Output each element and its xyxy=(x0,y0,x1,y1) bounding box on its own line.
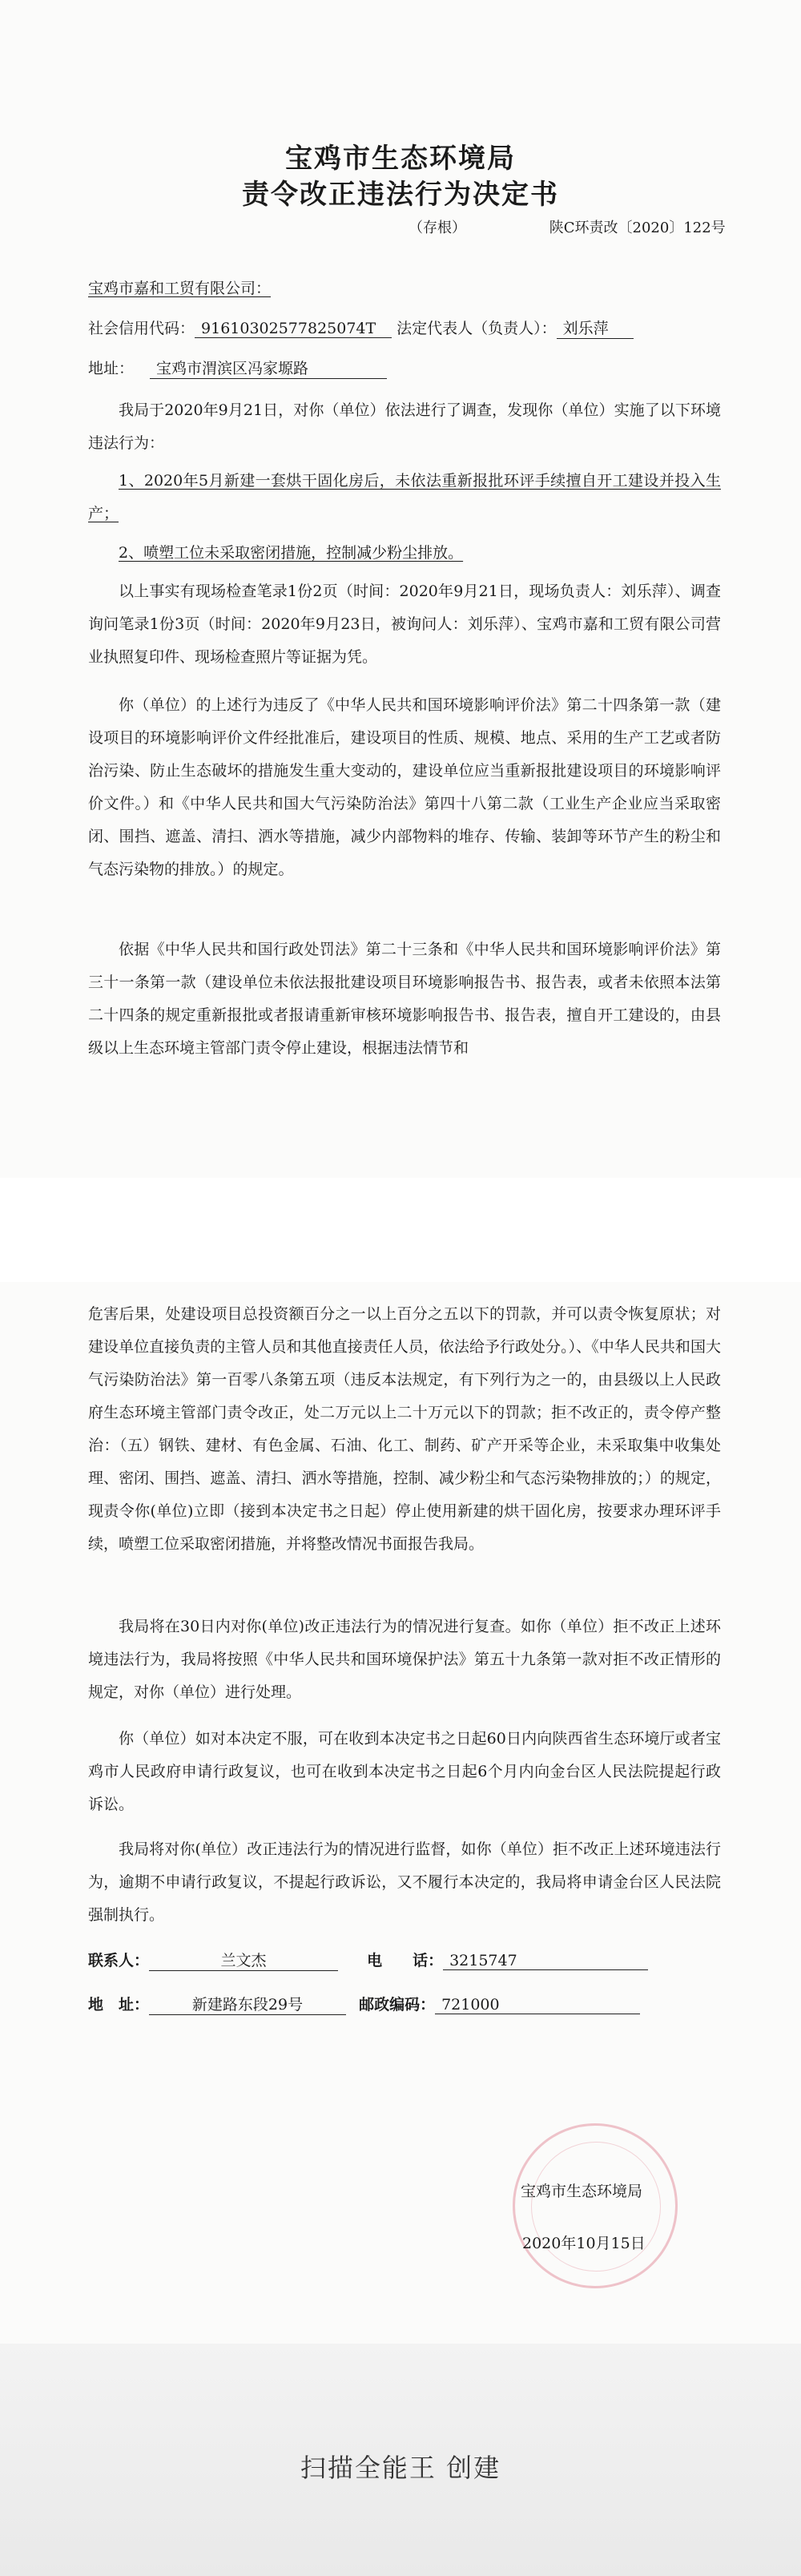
copy-type: （存根） xyxy=(409,220,466,236)
zip-value: 721000 xyxy=(435,1996,640,2014)
credit-code-value: 91610302577825074T xyxy=(195,320,392,338)
address-row xyxy=(88,357,387,379)
page-gap xyxy=(0,1178,801,1282)
credit-code-row xyxy=(88,316,634,339)
legal-rep-value: 刘乐萍 xyxy=(557,316,634,339)
scanner-watermark: 扫描全能王 创建 xyxy=(300,2453,501,2483)
document-page-1 xyxy=(0,0,801,1178)
doc-title-org: 宝鸡市生态环境局 xyxy=(285,143,516,175)
scanner-footer xyxy=(0,2344,801,2576)
contact-address-value: 新建路东段29号 xyxy=(149,1993,346,2015)
contact-row xyxy=(88,1949,648,1971)
legal-rep-label: 法定代表人（负责人）： xyxy=(396,320,557,337)
address-zip-row xyxy=(88,1993,640,2015)
official-seal xyxy=(513,2123,678,2288)
phone-label: 电 话： xyxy=(367,1952,444,1969)
paragraph-review: 我局将在30日内对你(单位)改正违法行为的情况进行复查。如你（单位）拒不改正上述环境违法行为，我局将按照《中华人民共和国环境保护法》第五十九条第一款对拒不改正情形的规定，对你（单位）进行处理。 xyxy=(88,1618,721,1701)
contact-person-value: 兰文杰 xyxy=(149,1949,338,1971)
address-label: 地址： xyxy=(88,360,135,377)
paragraph-intro: 我局于2020年9月21日，对你（单位）依法进行了调查，发现你（单位）实施了以下环境违法行为： xyxy=(88,401,721,452)
contact-person-label: 联系人： xyxy=(88,1952,150,1969)
party-name: 宝鸡市嘉和工贸有限公司： xyxy=(88,280,272,297)
paragraph-basis: 依据《中华人民共和国行政处罚法》第二十三条和《中华人民共和国环境影响评价法》第三十一条第一款（建设单位未依法报批建设项目环境影响报告书、报告表，或者未依照本法第二十四条的规定重新报批或者报请重新审核环境影响报告书、报告表，擅自开工建设的，由县级以上生态环境主管部门责令停止建设，根据违法情节和 xyxy=(88,941,721,1057)
address-value: 宝鸡市渭滨区冯家塬路 xyxy=(150,357,387,379)
doc-number: 陕C环责改〔2020〕122号 xyxy=(549,220,726,236)
violation-1: 1、2020年5月新建一套烘干固化房后，未依法重新报批环评手续擅自开工建设并投入生产； xyxy=(88,472,721,522)
paragraph-basis-continued: 危害后果，处建设项目总投资额百分之一以上百分之五以下的罚款，并可以责令恢复原状；对建设单位直接负责的主管人员和其他直接责任人员，依法给予行政处分。）、《中华人民共和国大气污染防治法》第一百零八条第五项（违反本法规定，有下列行为之一的，由县级以上人民政府生态环境主管部门责令改正，处二万元以上二十万元以下的罚款；拒不改正的，责令停产整治：（五）钢铁、建材、有色金属、石油、化工、制药、矿产开采等企业，未采取集中收集处理、密闭、围挡、遮盖、清扫、洒水等措施，控制、减少粉尘和气态污染物排放的；）的规定，现责令你(单位)立即（接到本决定书之日起）停止使用新建的烘干固化房，按要求办理环评手续，喷塑工位采取密闭措施，并将整改情况书面报告我局。 xyxy=(88,1305,721,1553)
violation-2: 2、喷塑工位未采取密闭措施，控制减少粉尘排放。 xyxy=(119,544,464,562)
credit-code-label: 社会信用代码： xyxy=(88,320,195,337)
contact-address-label: 地 址： xyxy=(88,1996,150,2014)
phone-value: 3215747 xyxy=(443,1952,648,1970)
doc-number-row xyxy=(409,216,726,237)
paragraph-violated-laws: 你（单位）的上述行为违反了《中华人民共和国环境影响评价法》第二十四条第一款（建设项目的环境影响评价文件经批准后，建设项目的性质、规模、地点、采用的生产工艺或者防治污染、防止生态破坏的措施发生重大变动的，建设单位应当重新报批建设项目的环境影响评价文件。）和《中华人民共和国大气污染防治法》第四十八第二款（工业生产企业应当采取密闭、围挡、遮盖、清扫、洒水等措施，减少内部物料的堆存、传输、装卸等环节产生的粉尘和气态污染物的排放。）的规定。 xyxy=(88,696,721,878)
signing-org: 宝鸡市生态环境局 xyxy=(521,2183,643,2200)
zip-label: 邮政编码： xyxy=(359,1996,436,2014)
signing-date: 2020年10月15日 xyxy=(522,2235,646,2252)
doc-title: 责令改正违法行为决定书 xyxy=(242,179,559,211)
paragraph-appeal: 你（单位）如对本决定不服，可在收到本决定书之日起60日内向陕西省生态环境厅或者宝鸡市人民政府申请行政复议，也可在收到本决定书之日起6个月内向金台区人民法院提起行政诉讼。 xyxy=(88,1730,721,1813)
paragraph-evidence: 以上事实有现场检查笔录1份2页（时间：2020年9月21日，现场负责人：刘乐萍）、调查询问笔录1份3页（时间：2020年9月23日，被询问人：刘乐萍）、宝鸡市嘉和工贸有限公司营业执照复印件、现场检查照片等证据为凭。 xyxy=(88,583,721,666)
paragraph-enforcement: 我局将对你(单位）改正违法行为的情况进行监督，如你（单位）拒不改正上述环境违法行为，逾期不申请行政复议，不提起行政诉讼，又不履行本决定的，我局将申请金台区人民法院强制执行。 xyxy=(88,1840,721,1924)
